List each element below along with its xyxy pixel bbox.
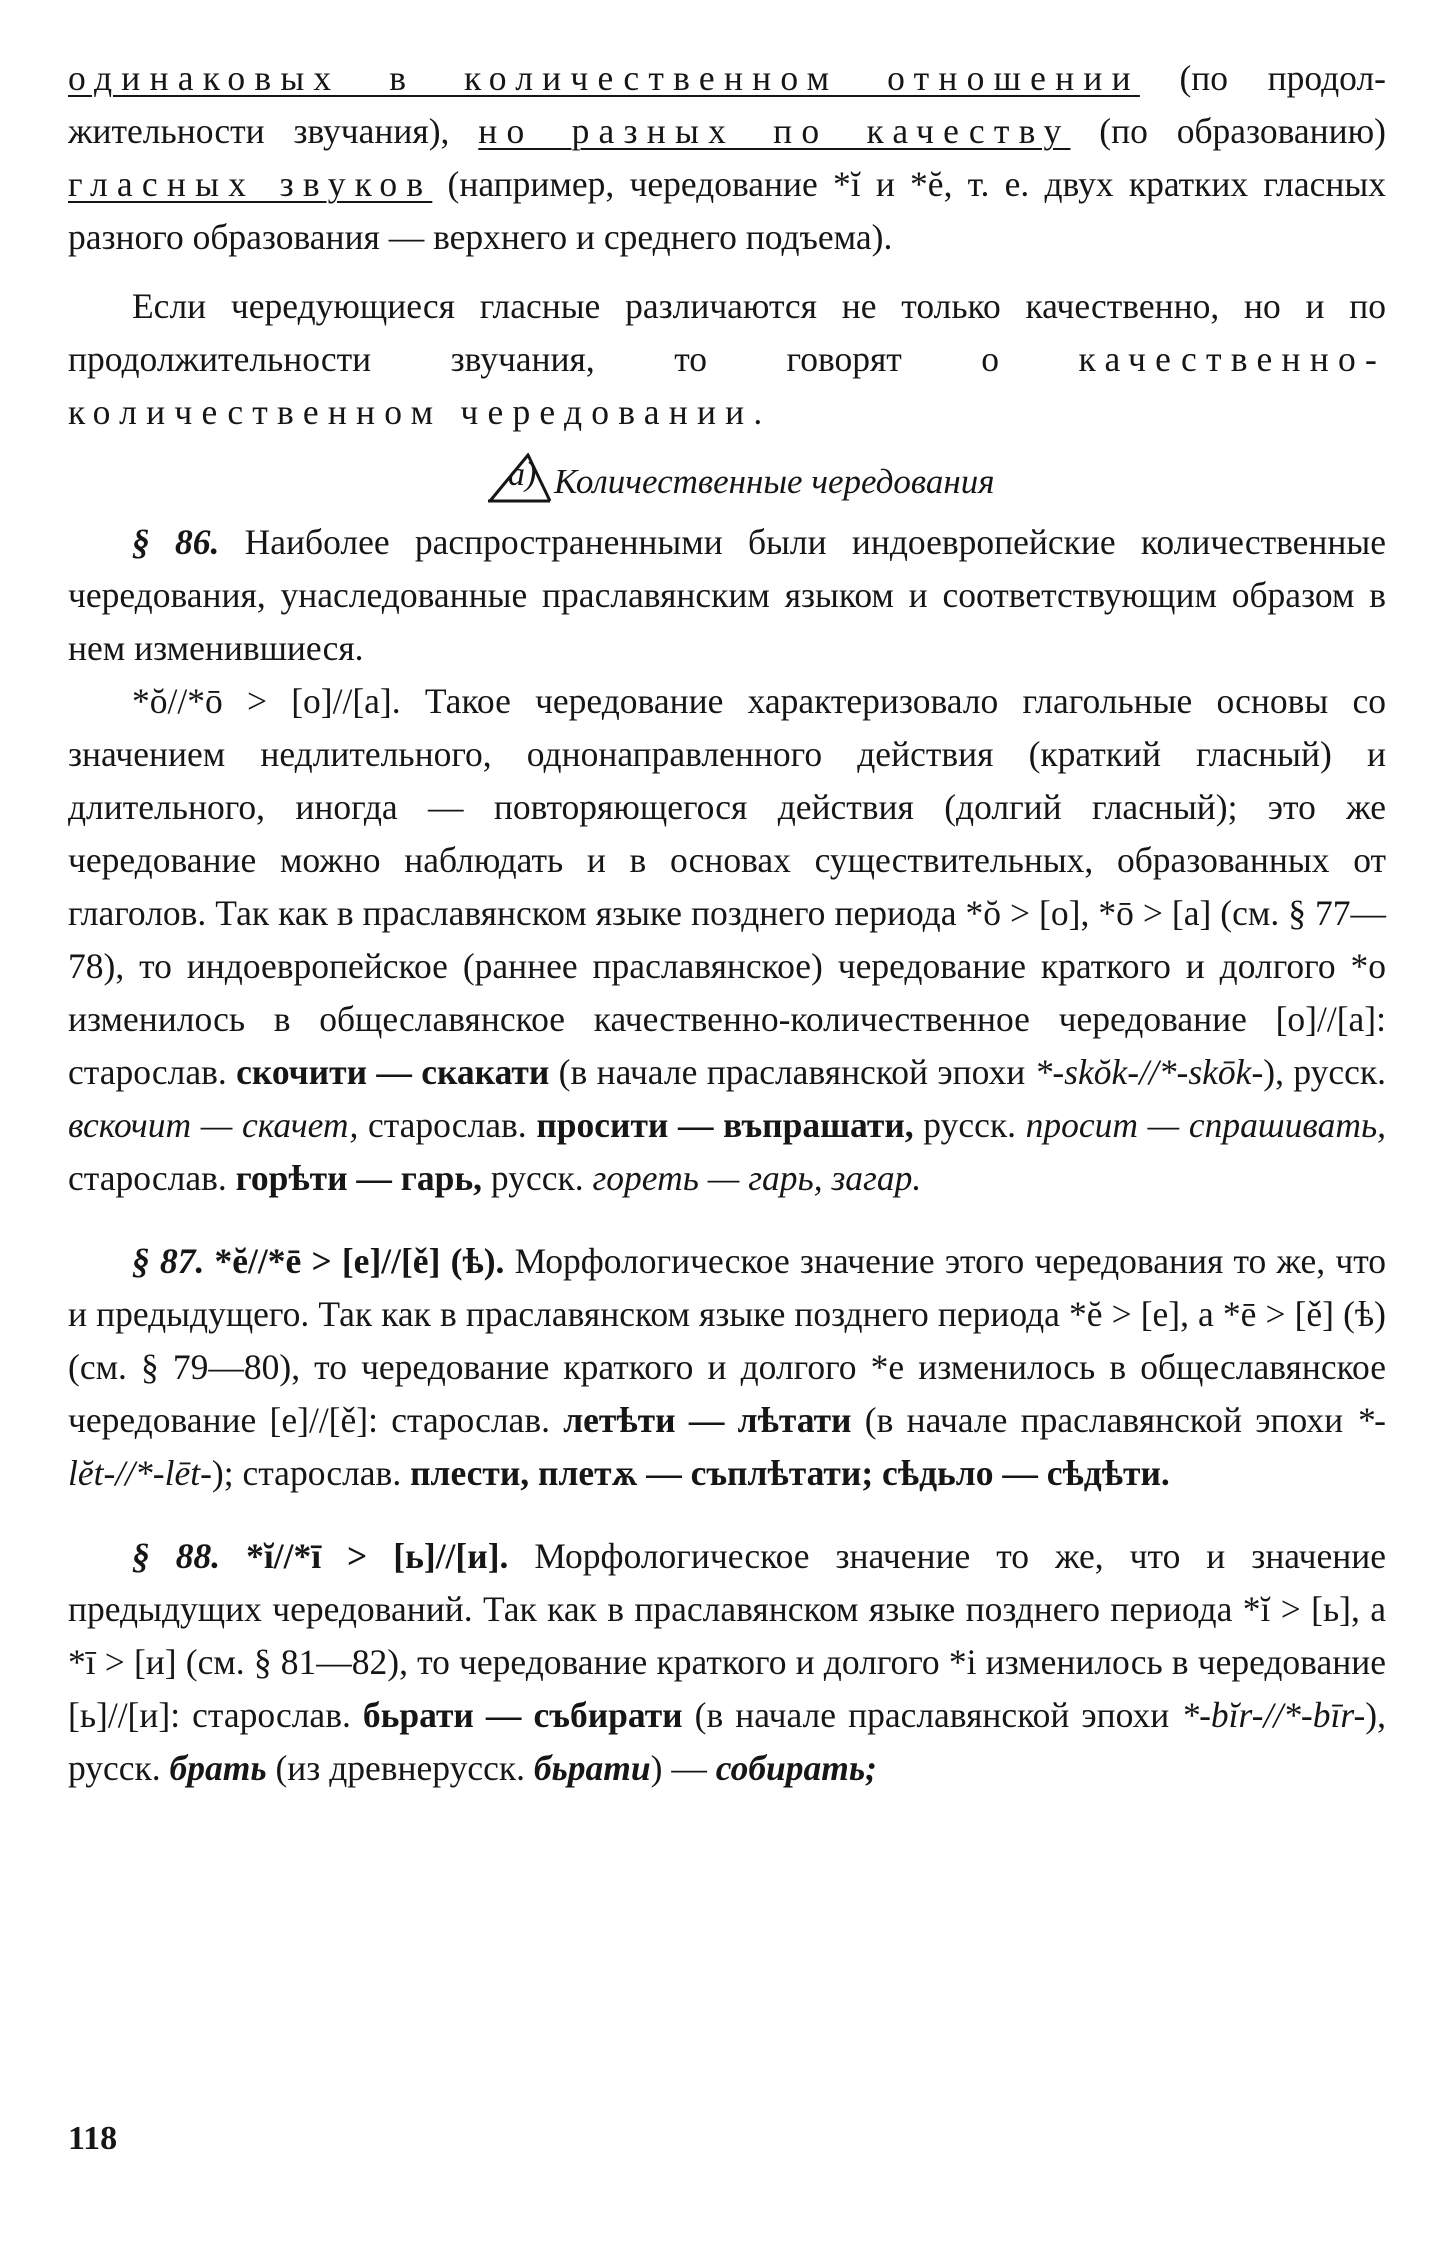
spaced-term: но разных по качеству [478, 111, 1071, 151]
text-run: ); старослав. [211, 1453, 411, 1493]
section-number: § 88. [132, 1536, 221, 1576]
text-run: старослав. [358, 1105, 537, 1145]
formula: *ĭ//*ī > [ь]//[и]. [220, 1536, 509, 1576]
text-run: Такое чередование характеризовало глагольные основы со значением недлительного, однонаправленного действия (краткий гласный) и длительного, иногда — повторяющегося действия (долгий гласный); это же чередование можно наблюдать и в основах существительных, образованных от глаголов. Так как в праславянском языке позднего периода *ŏ > [о], *ō > [а] (см. § 77—78), то индоевропейское (раннее праславянское) чередование краткого и долгого *о изменилось в общеславянское качественно-количественное чередование [о]//[а]: старослав. [68, 681, 1386, 1092]
text-run: (по образованию) [1070, 111, 1386, 151]
paragraph-qualitative [68, 280, 1386, 439]
text-run: (в начале праславянской эпохи [851, 1400, 1357, 1440]
example-word: летѣти — лѣтати [563, 1400, 852, 1440]
text-run: русск. [913, 1105, 1026, 1145]
example-word: *-lĕt-//*-lēt- [68, 1400, 1386, 1493]
text-run: ), русск. [1263, 1052, 1386, 1092]
example-word: бьрати [533, 1748, 651, 1788]
text-run: Если чередующиеся гласные различаются не только качественно, но и по продолжительности звучания, то говорят о [68, 286, 1386, 379]
page-number: 118 [68, 2120, 118, 2157]
example-word: *-bĭr-//*-bīr- [1181, 1695, 1366, 1735]
page-text [68, 52, 1386, 1795]
paragraph-s88 [68, 1530, 1386, 1795]
text-run: Наиболее распространенными были индоевропейские количественные чередования, унаследованные праславянским языком и соответствующим образом в нем изменившиеся. [68, 522, 1387, 668]
text-run: (в начале праславянской эпохи [549, 1052, 1035, 1092]
example-word: *-skŏk-//*-skōk- [1034, 1052, 1264, 1092]
formula: *ŏ//*ō > [о]//[а]. [132, 681, 401, 721]
spaced-term: качественно-количественном чередовании. [68, 339, 1386, 432]
section-number: § 86. [132, 522, 220, 562]
text-run: русск. [482, 1158, 593, 1198]
example-word: горѣти — гарь, [235, 1158, 483, 1198]
example-word: вскочит — скачет, [68, 1105, 359, 1145]
paragraph-s87 [68, 1235, 1386, 1500]
example-word: скочити — скакати [236, 1052, 550, 1092]
example-word: бьрати — събирати [362, 1695, 683, 1735]
text-run: старослав. [68, 1158, 236, 1198]
example-word: брать [169, 1748, 267, 1788]
paragraph-s86-alternation [68, 675, 1386, 1205]
paragraph-intro [68, 52, 1386, 264]
section-heading [68, 453, 1386, 510]
text-run: (из древнерусск. [266, 1748, 534, 1788]
text-run: ), русск. [68, 1695, 1386, 1788]
triangle-icon [488, 453, 552, 503]
example-word: просит — спрашивать, [1025, 1105, 1386, 1145]
example-word: собирать; [715, 1748, 877, 1788]
text-run: Морфологическое значение то же, что и значение предыдущих чередований. Так как в праславянском языке позднего периода *ĭ > [ь], а *ī > [и] (см. § 81—82), то чередование краткого и долгого *i изменилось в чередование [ь]//[и]: старослав. [68, 1536, 1387, 1735]
formula: *ĕ//*ē > [е]//[ě] (ѣ). [204, 1241, 505, 1281]
text-run: Морфологическое значение этого чередования то же, что и предыдущего. Так как в праславянском языке позднего периода *ĕ > [е], а *ē > [ě] (ѣ) (см. § 79—80), то чередование краткого и долгого *е изменилось в общеславянское чередование [е]//[ě]: старослав. [68, 1241, 1387, 1440]
text-run: (в начале праславянской эпохи [682, 1695, 1182, 1735]
example-word: плести, плетѫ — съплѣтати; сѣдьло — сѣдѣти. [410, 1453, 1170, 1493]
text-run: (например, чередование *ĭ и *ĕ, т. е. двух кратких гласных разного образования — верхнего и среднего подъема). [68, 164, 1386, 257]
example-word: просити — въпрашати, [536, 1105, 914, 1145]
example-word: гореть — гарь, загар. [592, 1158, 922, 1198]
section-number: § 87. [132, 1241, 205, 1281]
heading-title: Количественные чередования [554, 462, 995, 501]
heading-letter: а) [508, 456, 537, 493]
spaced-term: гласных звуков [68, 164, 433, 204]
text-run: (по продол-жительности звучания), [68, 58, 1386, 151]
text-run: ) — [650, 1748, 716, 1788]
paragraph-s86 [68, 516, 1386, 675]
spaced-term: одинаковых в количественном отношении [68, 58, 1140, 98]
